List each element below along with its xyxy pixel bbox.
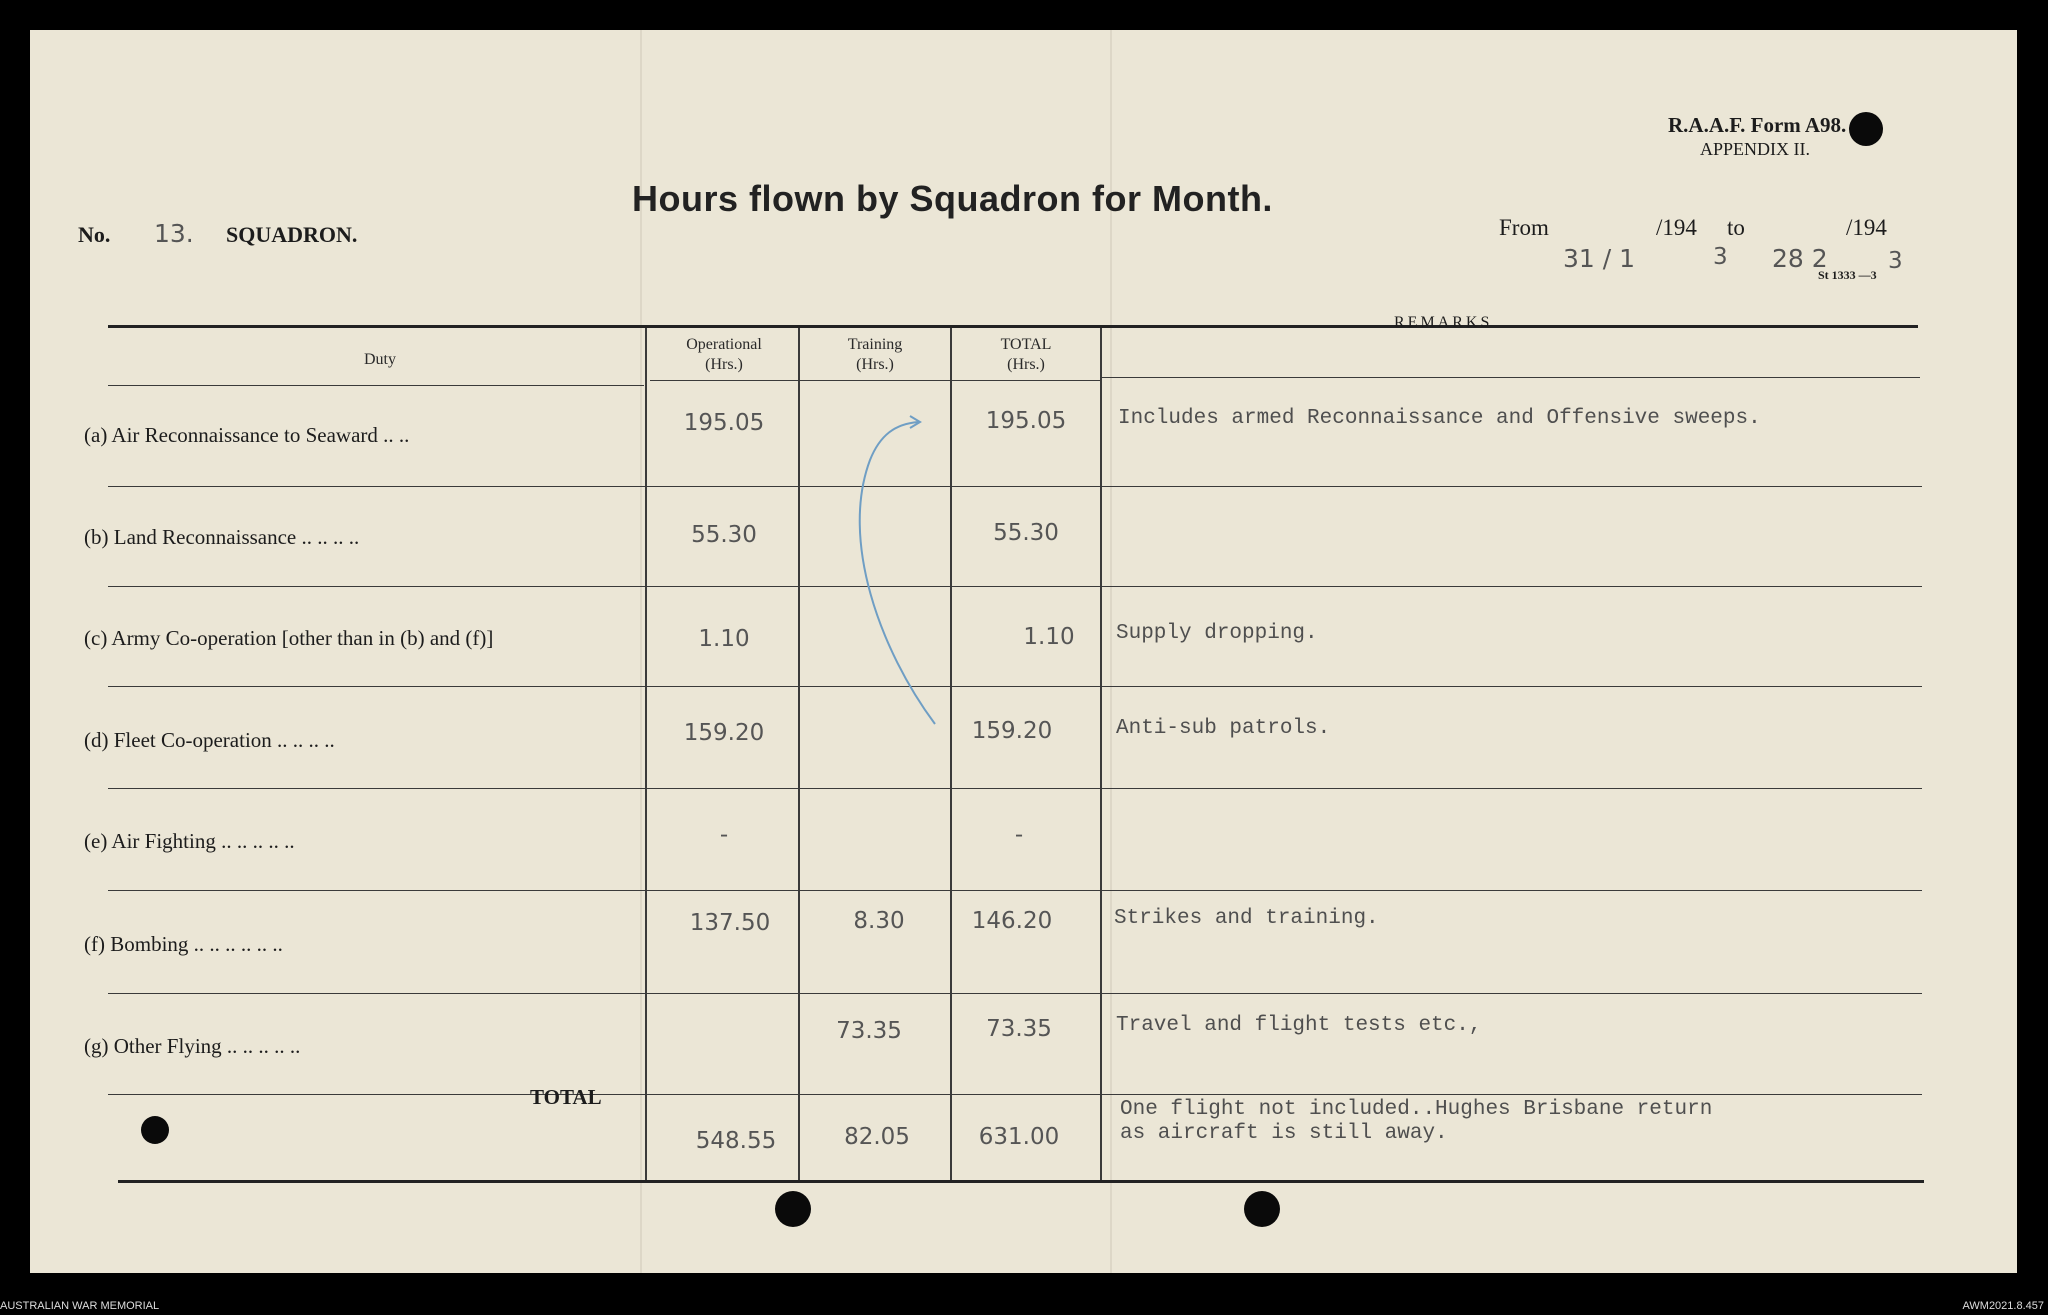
from-label: From: [1499, 215, 1549, 240]
total-hours: 73.35: [986, 1016, 1052, 1042]
page-title: Hours flown by Squadron for Month.: [632, 178, 1273, 219]
remark-text: Strikes and training.: [1114, 907, 1379, 930]
punch-hole: [141, 1116, 169, 1144]
print-code: St 1333 —3: [1818, 268, 1877, 282]
remark-text: as aircraft is still away.: [1120, 1122, 1448, 1145]
total-hours: -: [1014, 822, 1024, 848]
duty-label: (d) Fleet Co-operation .. .. .. ..: [84, 728, 335, 752]
column-header-operational-unit: (Hrs.): [705, 356, 743, 373]
column-header-training: Training: [847, 336, 903, 353]
row-rule: [108, 686, 1922, 687]
punch-hole: [1244, 1191, 1280, 1227]
operational-hours: 159.20: [683, 720, 765, 746]
column-header-total-unit: (Hrs.): [1007, 356, 1045, 373]
archive-label: AUSTRALIAN WAR MEMORIAL: [0, 1300, 160, 1312]
row-rule: [108, 788, 1922, 789]
from-date: 31 / 1: [1563, 244, 1636, 273]
training-hours: 73.35: [836, 1018, 902, 1044]
to-year-printed: /194: [1846, 215, 1887, 240]
operational-hours: -: [719, 822, 729, 848]
total-hours: 159.20: [971, 718, 1053, 744]
row-rule: [108, 1094, 1922, 1095]
from-year: 3: [1713, 244, 1728, 270]
column-rule: [950, 328, 952, 1180]
row-rule: [108, 486, 1922, 487]
total-hours: 55.30: [993, 520, 1059, 546]
squadron-label: SQUADRON.: [226, 222, 358, 247]
row-rule: [650, 380, 1100, 381]
total-operational-hours: 548.55: [695, 1128, 777, 1154]
table-top-rule: [108, 325, 1918, 328]
accession-number: AWM2021.8.457: [1962, 1300, 2044, 1312]
to-label: to: [1727, 215, 1745, 240]
to-date: 28 2: [1772, 244, 1828, 273]
duty-label: (e) Air Fighting .. .. .. .. ..: [84, 829, 295, 853]
total-label: TOTAL: [530, 1085, 602, 1109]
remark-text: Supply dropping.: [1116, 622, 1318, 645]
operational-hours: 1.10: [698, 626, 750, 652]
form-reference: R.A.A.F. Form A98.: [1668, 113, 1847, 137]
duty-label: (b) Land Reconnaissance .. .. .. ..: [84, 525, 360, 549]
operational-hours: 195.05: [683, 410, 765, 436]
punch-hole: [775, 1191, 811, 1227]
column-header-training-unit: (Hrs.): [856, 356, 894, 373]
operational-hours: 55.30: [691, 522, 757, 548]
squadron-number: 13.: [154, 219, 194, 248]
remark-text: One flight not included..Hughes Brisbane return: [1120, 1098, 1713, 1121]
from-year-printed: /194: [1656, 215, 1697, 240]
total-hours: 195.05: [985, 408, 1067, 434]
duty-label: (f) Bombing .. .. .. .. .. ..: [84, 932, 283, 956]
grand-total-hours: 631.00: [978, 1124, 1060, 1150]
operational-hours: 137.50: [689, 910, 771, 936]
row-rule: [1102, 377, 1920, 378]
column-rule: [798, 328, 800, 1180]
total-training-hours: 82.05: [844, 1124, 910, 1150]
column-rule: [1100, 328, 1102, 1180]
row-rule: [108, 586, 1922, 587]
squadron-number-label: No.: [78, 222, 111, 247]
duty-label: (a) Air Reconnaissance to Seaward .. ..: [84, 423, 410, 447]
total-hours: 146.20: [971, 908, 1053, 934]
total-hours: 1.10: [1023, 624, 1075, 650]
training-hours: 8.30: [853, 908, 905, 934]
row-rule: [108, 993, 1922, 994]
remark-text: Includes armed Reconnaissance and Offensive sweeps.: [1118, 407, 1761, 430]
to-year: 3: [1888, 248, 1903, 274]
row-rule: [108, 385, 644, 386]
duty-label: (g) Other Flying .. .. .. .. ..: [84, 1034, 301, 1058]
duty-label: (c) Army Co-operation [other than in (b) and (f)]: [84, 626, 494, 650]
punch-hole: [1849, 112, 1883, 146]
blue-pencil-arrow: [840, 410, 950, 730]
column-rule: [645, 328, 647, 1180]
column-header-duty: Duty: [364, 351, 396, 368]
column-header-total: TOTAL: [1000, 336, 1052, 353]
table-bottom-rule: [118, 1180, 1924, 1183]
remark-text: Anti-sub patrols.: [1116, 717, 1331, 740]
row-rule: [108, 890, 1922, 891]
appendix-label: APPENDIX II.: [1700, 139, 1810, 159]
column-header-operational: Operational: [686, 336, 762, 353]
remark-text: Travel and flight tests etc.,: [1116, 1014, 1482, 1037]
column-header-remarks: REMARKS: [1394, 314, 1493, 331]
